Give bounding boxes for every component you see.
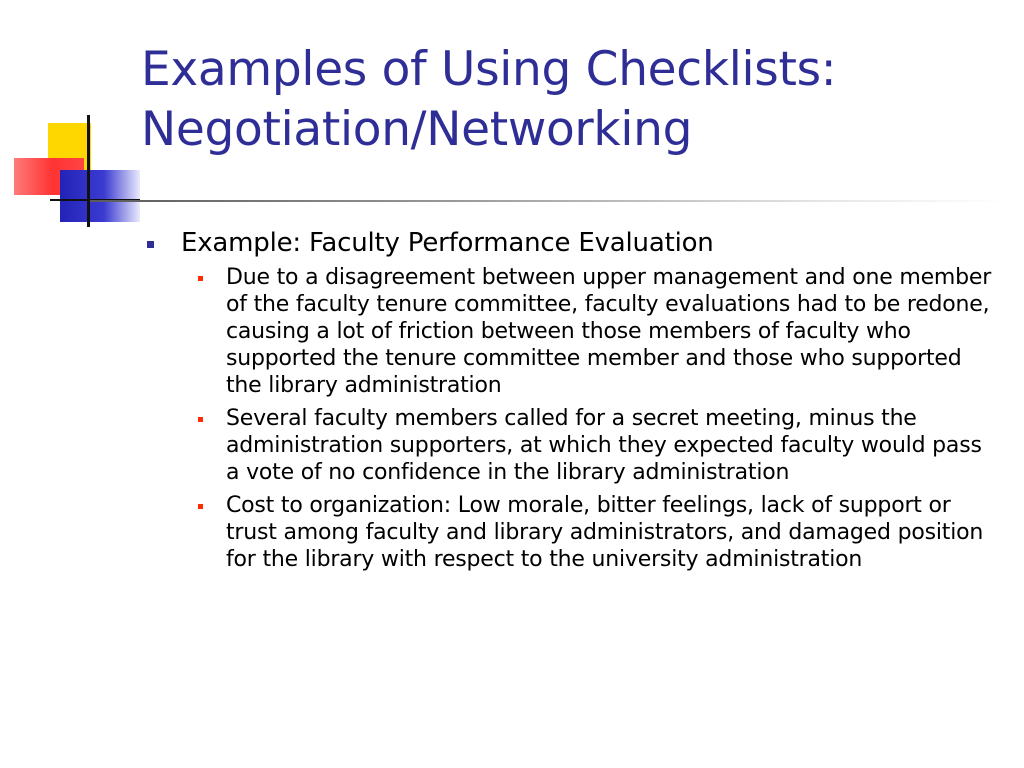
sub-bullet-item — [181, 405, 995, 486]
vertical-line — [87, 115, 90, 227]
sub-bullet-text: Several faculty members called for a secret meeting, minus the administration supporters, at which they expected faculty would pass a vote of no confidence in the library administration — [226, 406, 982, 485]
square-bullet-icon — [198, 276, 203, 281]
sub-bullet-list — [145, 264, 995, 573]
sub-bullet-item — [181, 492, 995, 573]
title-underline-rule — [90, 200, 1010, 202]
square-bullet-icon — [147, 241, 154, 248]
square-bullet-icon — [198, 417, 203, 422]
blue-square — [60, 170, 140, 222]
bullet-main-text: Example: Faculty Performance Evaluation — [181, 228, 714, 258]
title-line-1: Examples of Using Checklists: — [141, 42, 837, 97]
slide-body — [145, 226, 995, 579]
title-line-2: Negotiation/Networking — [141, 102, 693, 157]
square-bullet-icon — [198, 504, 203, 509]
bullet-level-1 — [145, 226, 995, 260]
sub-bullet-item — [181, 264, 995, 399]
decorative-logo — [0, 0, 150, 240]
sub-bullet-text: Cost to organization: Low morale, bitter feelings, lack of support or trust among faculty and library administrators, and damaged position for the library with respect to the university administration — [226, 493, 984, 572]
sub-bullet-text: Due to a disagreement between upper management and one member of the faculty tenure committee, faculty evaluations had to be redone, causing a lot of friction between those members of faculty who supported the tenure committee member and those who supported the library administration — [226, 265, 992, 398]
slide-title — [141, 40, 1001, 160]
